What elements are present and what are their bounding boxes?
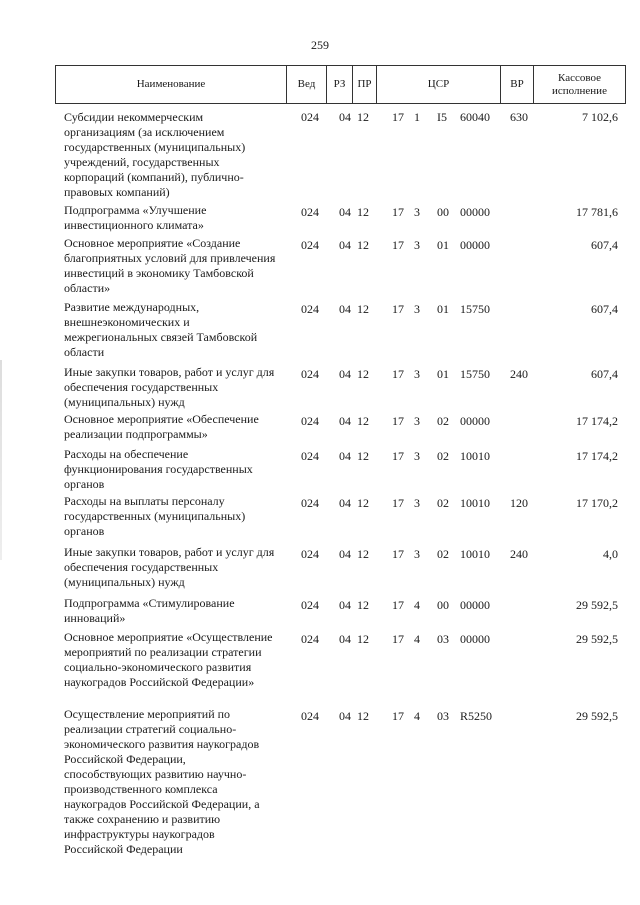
cell-csr-part-1: 17: [392, 238, 404, 252]
cell-rz: 04: [339, 632, 351, 646]
cell-vr: 240: [510, 547, 528, 561]
cell-csr-part-1: 17: [392, 414, 404, 428]
cell-sum: 17 170,2: [576, 496, 618, 510]
cell-pr: 12: [357, 302, 369, 316]
cell-pr: 12: [357, 414, 369, 428]
cell-ved: 024: [301, 598, 319, 612]
cell-csr-part-3: 00: [437, 598, 449, 612]
cell-csr-part-1: 17: [392, 205, 404, 219]
cell-csr-part-1: 17: [392, 302, 404, 316]
cell-pr: 12: [357, 449, 369, 463]
cell-rz: 04: [339, 449, 351, 463]
header-pr: ПР: [353, 66, 377, 103]
scan-margin-mark: [0, 360, 2, 560]
cell-csr-part-2: 4: [414, 598, 420, 612]
cell-name: Иные закупки товаров, работ и услуг для обеспечения государственных (муниципальных) нужд: [64, 365, 275, 409]
cell-csr-part-3: 01: [437, 302, 449, 316]
cell-csr-part-1: 17: [392, 598, 404, 612]
header-csr: ЦСР: [377, 66, 501, 103]
cell-csr-part-4: 00000: [460, 598, 490, 612]
cell-pr: 12: [357, 110, 369, 124]
cell-csr-part-4: R5250: [460, 709, 493, 723]
cell-sum: 17 174,2: [576, 449, 618, 463]
header-name: Наименование: [56, 66, 287, 103]
cell-ved: 024: [301, 367, 319, 381]
cell-csr-part-4: 10010: [460, 547, 490, 561]
cell-csr-part-2: 3: [414, 302, 420, 316]
cell-csr-part-3: 01: [437, 238, 449, 252]
cell-rz: 04: [339, 238, 351, 252]
cell-csr-part-1: 17: [392, 709, 404, 723]
cell-ved: 024: [301, 414, 319, 428]
cell-ved: 024: [301, 205, 319, 219]
cell-csr-part-2: 3: [414, 205, 420, 219]
cell-csr-part-4: 10010: [460, 449, 490, 463]
cell-sum: 7 102,6: [582, 110, 618, 124]
cell-name: Основное мероприятие «Обеспечение реализации подпрограммы»: [64, 412, 259, 441]
cell-sum: 29 592,5: [576, 598, 618, 612]
cell-sum: 607,4: [591, 367, 618, 381]
cell-csr-part-2: 3: [414, 547, 420, 561]
cell-csr-part-3: 03: [437, 709, 449, 723]
table-header: [55, 65, 626, 104]
cell-name: Субсидии некоммерческим организациям (за исключением государственных (муниципальных) учреждений, государственных корпораций (компаний), публично-правовых компаний): [64, 110, 246, 199]
cell-pr: 12: [357, 238, 369, 252]
cell-pr: 12: [357, 598, 369, 612]
cell-name: Подпрограмма «Улучшение инвестиционного климата»: [64, 203, 207, 232]
cell-csr-part-2: 4: [414, 632, 420, 646]
cell-name: Подпрограмма «Стимулирование инноваций»: [64, 596, 235, 625]
cell-csr-part-2: 4: [414, 709, 420, 723]
header-ved: Вед: [287, 66, 327, 103]
cell-csr-part-3: 02: [437, 414, 449, 428]
cell-csr-part-4: 15750: [460, 302, 490, 316]
cell-pr: 12: [357, 709, 369, 723]
cell-ved: 024: [301, 238, 319, 252]
page-number: 259: [311, 38, 329, 52]
cell-csr-part-1: 17: [392, 632, 404, 646]
cell-name: Расходы на выплаты персоналу государственных (муниципальных) органов: [64, 494, 246, 538]
cell-csr-part-1: 17: [392, 367, 404, 381]
cell-csr-part-3: I5: [437, 110, 447, 124]
cell-name: Расходы на обеспечение функционирования государственных органов: [64, 447, 253, 491]
cell-ved: 024: [301, 547, 319, 561]
cell-sum: 17 174,2: [576, 414, 618, 428]
cell-pr: 12: [357, 496, 369, 510]
cell-pr: 12: [357, 205, 369, 219]
cell-rz: 04: [339, 709, 351, 723]
cell-sum: 4,0: [603, 547, 618, 561]
cell-csr-part-2: 3: [414, 238, 420, 252]
cell-rz: 04: [339, 496, 351, 510]
cell-sum: 29 592,5: [576, 632, 618, 646]
cell-name: Основное мероприятие «Создание благоприятных условий для привлечения инвестиций в экономику Тамбовской области»: [64, 236, 276, 295]
cell-csr-part-3: 03: [437, 632, 449, 646]
cell-rz: 04: [339, 547, 351, 561]
cell-rz: 04: [339, 205, 351, 219]
cell-rz: 04: [339, 302, 351, 316]
cell-ved: 024: [301, 110, 319, 124]
cell-rz: 04: [339, 367, 351, 381]
cell-vr: 120: [510, 496, 528, 510]
cell-sum: 607,4: [591, 302, 618, 316]
cell-vr: 240: [510, 367, 528, 381]
cell-csr-part-3: 00: [437, 205, 449, 219]
header-vr: ВР: [501, 66, 534, 103]
cell-sum: 607,4: [591, 238, 618, 252]
cell-pr: 12: [357, 632, 369, 646]
cell-csr-part-4: 60040: [460, 110, 490, 124]
cell-sum: 29 592,5: [576, 709, 618, 723]
cell-csr-part-3: 02: [437, 547, 449, 561]
header-rz: РЗ: [327, 66, 353, 103]
cell-csr-part-2: 1: [414, 110, 420, 124]
cell-csr-part-1: 17: [392, 496, 404, 510]
cell-csr-part-3: 01: [437, 367, 449, 381]
cell-rz: 04: [339, 414, 351, 428]
cell-csr-part-2: 3: [414, 449, 420, 463]
cell-sum: 17 781,6: [576, 205, 618, 219]
cell-csr-part-4: 10010: [460, 496, 490, 510]
cell-csr-part-4: 00000: [460, 238, 490, 252]
cell-csr-part-2: 3: [414, 367, 420, 381]
cell-csr-part-1: 17: [392, 547, 404, 561]
cell-csr-part-4: 00000: [460, 205, 490, 219]
cell-csr-part-1: 17: [392, 110, 404, 124]
cell-ved: 024: [301, 632, 319, 646]
cell-csr-part-1: 17: [392, 449, 404, 463]
cell-pr: 12: [357, 367, 369, 381]
cell-ved: 024: [301, 709, 319, 723]
cell-csr-part-4: 15750: [460, 367, 490, 381]
cell-ved: 024: [301, 496, 319, 510]
cell-ved: 024: [301, 302, 319, 316]
cell-csr-part-4: 00000: [460, 414, 490, 428]
cell-name: Осуществление мероприятий по реализации стратегий социально-экономического развития наукоградов Российской Федерации, способствующих развитию научно-производственного комплекса наукоградов Российской Федерации, а также сохранению и развитию инфраструктуры наукоградов Российской Федерации: [64, 707, 260, 856]
cell-name: Основное мероприятие «Осуществление мероприятий по реализации стратегии социально-экономического развития наукоградов Российской Федерации»: [64, 630, 273, 689]
cell-rz: 04: [339, 110, 351, 124]
cell-csr-part-3: 02: [437, 449, 449, 463]
cell-vr: 630: [510, 110, 528, 124]
cell-csr-part-4: 00000: [460, 632, 490, 646]
header-sum: Кассовое исполнение: [552, 71, 607, 97]
cell-pr: 12: [357, 547, 369, 561]
cell-ved: 024: [301, 449, 319, 463]
cell-name: Развитие международных, внешнеэкономических и межрегиональных связей Тамбовской области: [64, 300, 258, 359]
cell-rz: 04: [339, 598, 351, 612]
cell-name: Иные закупки товаров, работ и услуг для обеспечения государственных (муниципальных) нужд: [64, 545, 275, 589]
cell-csr-part-2: 3: [414, 496, 420, 510]
cell-csr-part-3: 02: [437, 496, 449, 510]
cell-csr-part-2: 3: [414, 414, 420, 428]
